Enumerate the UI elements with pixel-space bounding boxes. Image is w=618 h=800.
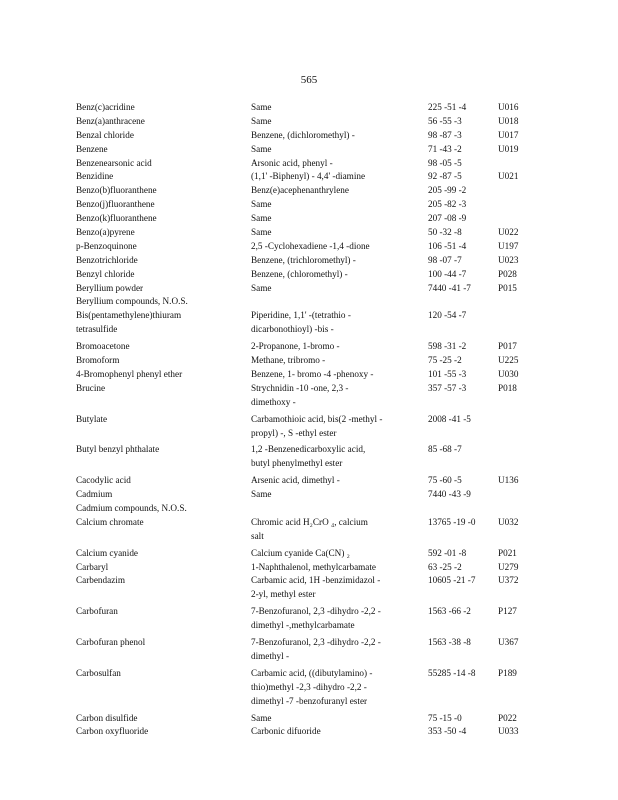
waste-code: U032 bbox=[498, 516, 519, 527]
table-row bbox=[76, 129, 546, 143]
waste-code: P017 bbox=[498, 341, 517, 352]
table-row bbox=[76, 226, 546, 240]
synonym: Arsonic acid, phenyl - bbox=[251, 157, 333, 168]
cas-number: 85 -68 -7 bbox=[428, 444, 462, 455]
chemical-name: Benz(a)anthracene bbox=[76, 115, 145, 126]
cas-number: 75 -15 -0 bbox=[428, 712, 462, 723]
page-number: 565 bbox=[300, 74, 318, 86]
table-row bbox=[76, 474, 546, 488]
waste-code: U023 bbox=[498, 254, 519, 265]
chemical-name: Benzyl chloride bbox=[76, 268, 135, 279]
cas-number: 55285 -14 -8 bbox=[428, 667, 476, 678]
waste-code: U033 bbox=[498, 726, 519, 737]
table-row bbox=[76, 382, 546, 413]
synonym: Same bbox=[251, 489, 272, 500]
chemical-name: Benzal chloride bbox=[76, 129, 134, 140]
table-row bbox=[76, 268, 546, 282]
synonym: Carbamothioic acid, bis(2 -methyl - propyl) -, S -ethyl ester bbox=[251, 413, 383, 438]
chemical-name: Benzene bbox=[76, 143, 108, 154]
cas-number: 56 -55 -3 bbox=[428, 115, 462, 126]
synonym: Benzene, (dichloromethyl) - bbox=[251, 129, 355, 140]
cas-number: 7440 -41 -7 bbox=[428, 282, 471, 293]
cas-number: 101 -55 -3 bbox=[428, 368, 467, 379]
chemical-name: Butyl benzyl phthalate bbox=[76, 444, 160, 455]
cas-number: 592 -01 -8 bbox=[428, 547, 467, 558]
cas-number: 357 -57 -3 bbox=[428, 382, 467, 393]
cas-number: 100 -44 -7 bbox=[428, 268, 467, 279]
synonym: Strychnidin -10 -one, 2,3 - dimethoxy - bbox=[251, 382, 349, 407]
synonym: Same bbox=[251, 115, 272, 126]
synonym: Same bbox=[251, 712, 272, 723]
table-row bbox=[76, 413, 546, 444]
chemical-name: Beryllium compounds, N.O.S. bbox=[76, 296, 188, 307]
table-row bbox=[76, 354, 546, 368]
cas-number: 120 -54 -7 bbox=[428, 310, 467, 321]
synonym: 2-Propanone, 1-bromo - bbox=[251, 341, 340, 352]
synonym: 2,5 -Cyclohexadiene -1,4 -dione bbox=[251, 240, 370, 251]
cas-number: 63 -25 -2 bbox=[428, 561, 462, 572]
synonym: Same bbox=[251, 143, 272, 154]
waste-code: U225 bbox=[498, 355, 519, 366]
cas-number: 205 -99 -2 bbox=[428, 185, 467, 196]
table-row bbox=[76, 157, 546, 171]
waste-code: P022 bbox=[498, 712, 517, 723]
waste-code: U367 bbox=[498, 637, 519, 648]
synonym: Carbamic acid, 1H -benzimidazol - 2-yl, methyl ester bbox=[251, 575, 381, 600]
table-row bbox=[76, 170, 546, 184]
waste-code: P028 bbox=[498, 268, 517, 279]
chemical-name: Benzotrichloride bbox=[76, 254, 138, 265]
waste-code: P021 bbox=[498, 547, 517, 558]
waste-code: U022 bbox=[498, 227, 519, 238]
cas-number: 71 -43 -2 bbox=[428, 143, 462, 154]
waste-code: U279 bbox=[498, 561, 519, 572]
chemical-name: Cadmium bbox=[76, 489, 113, 500]
cas-number: 353 -50 -4 bbox=[428, 726, 467, 737]
table-row bbox=[76, 282, 546, 296]
chemical-name: Carbon disulfide bbox=[76, 712, 138, 723]
cas-number: 98 -07 -7 bbox=[428, 254, 462, 265]
synonym: Calcium cyanide Ca(CN) ₂ bbox=[251, 547, 350, 558]
table-row bbox=[76, 115, 546, 129]
synonym: Same bbox=[251, 199, 272, 210]
chemical-name: Brucine bbox=[76, 382, 106, 393]
waste-code: U017 bbox=[498, 129, 519, 140]
cas-number: 1563 -66 -2 bbox=[428, 606, 471, 617]
synonym: Benzene, 1- bromo -4 -phenoxy - bbox=[251, 368, 374, 379]
waste-code: U018 bbox=[498, 115, 519, 126]
cas-number: 10605 -21 -7 bbox=[428, 575, 476, 586]
chemical-name: Butylate bbox=[76, 413, 108, 424]
cas-number: 92 -87 -5 bbox=[428, 171, 462, 182]
synonym: Methane, tribromo - bbox=[251, 355, 326, 366]
table-row bbox=[76, 101, 546, 115]
table-row bbox=[76, 309, 546, 340]
chemical-name: Benzenearsonic acid bbox=[76, 157, 152, 168]
cas-number: 2008 -41 -5 bbox=[428, 413, 471, 424]
table-row bbox=[76, 340, 546, 354]
cas-number: 598 -31 -2 bbox=[428, 341, 467, 352]
cas-number: 106 -51 -4 bbox=[428, 240, 467, 251]
synonym: Arsenic acid, dimethyl - bbox=[251, 475, 340, 486]
waste-code: U197 bbox=[498, 240, 519, 251]
synonym: Same bbox=[251, 213, 272, 224]
table-row bbox=[76, 198, 546, 212]
waste-code: U019 bbox=[498, 143, 519, 154]
table-row bbox=[76, 212, 546, 226]
chemical-name: Cacodylic acid bbox=[76, 475, 131, 486]
table-row bbox=[76, 561, 546, 575]
chemical-name: Benzo(j)fluoranthene bbox=[76, 199, 155, 210]
table-row bbox=[76, 443, 546, 474]
synonym: 1-Naphthalenol, methylcarbamate bbox=[251, 561, 377, 572]
synonym: (1,1' -Biphenyl) - 4,4' -diamine bbox=[251, 171, 366, 182]
chemical-name: Benzo(b)fluoranthene bbox=[76, 185, 157, 196]
synonym: 7-Benzofuranol, 2,3 -dihydro -2,2 - dimethyl -,methylcarbamate bbox=[251, 606, 381, 631]
waste-code: U030 bbox=[498, 368, 519, 379]
chemical-name: Calcium chromate bbox=[76, 516, 144, 527]
waste-code: P018 bbox=[498, 382, 517, 393]
chemical-name: Carbendazim bbox=[76, 575, 125, 586]
cas-number: 207 -08 -9 bbox=[428, 213, 467, 224]
cas-number: 98 -87 -3 bbox=[428, 129, 462, 140]
table-row bbox=[76, 636, 546, 667]
chemical-name: Cadmium compounds, N.O.S. bbox=[76, 503, 187, 513]
synonym: 1,2 -Benzenedicarboxylic acid, butyl phenylmethyl ester bbox=[251, 444, 366, 469]
table-row bbox=[76, 254, 546, 268]
waste-code: U136 bbox=[498, 475, 519, 486]
synonym: Same bbox=[251, 282, 272, 293]
synonym: Benz(e)acephenanthrylene bbox=[251, 185, 349, 196]
table-row bbox=[76, 502, 546, 516]
cas-number: 75 -60 -5 bbox=[428, 475, 462, 486]
synonym: Carbonic difuoride bbox=[251, 726, 321, 737]
chemical-name: Benz(c)acridine bbox=[76, 102, 135, 112]
waste-code: P127 bbox=[498, 606, 517, 617]
chemical-name: Carbon oxyfluoride bbox=[76, 726, 149, 737]
chemical-name: Calcium cyanide bbox=[76, 547, 138, 558]
chemical-name: Bromoform bbox=[76, 355, 120, 366]
chemical-name: Carbosulfan bbox=[76, 667, 121, 678]
chemical-name: Carbofuran phenol bbox=[76, 637, 146, 648]
synonym: Chromic acid H₂CrO ₄, calcium salt bbox=[251, 516, 368, 541]
table-row bbox=[76, 712, 546, 726]
synonym: Same bbox=[251, 102, 272, 112]
chemical-name: Carbofuran bbox=[76, 606, 118, 617]
chemical-name: Beryllium powder bbox=[76, 282, 144, 293]
cas-number: 205 -82 -3 bbox=[428, 199, 467, 210]
cas-number: 98 -05 -5 bbox=[428, 157, 462, 168]
synonym: Carbamic acid, ((dibutylamino) - thio)methyl -2,3 -dihydro -2,2 - dimethyl -7 -benzofuranyl ester bbox=[251, 667, 373, 706]
synonym: Benzene, (trichloromethyl) - bbox=[251, 254, 356, 265]
chemical-name: Bis(pentamethylene)thiuram tetrasulfide bbox=[76, 310, 182, 335]
chemical-name: Benzo(a)pyrene bbox=[76, 227, 135, 238]
cas-number: 50 -32 -8 bbox=[428, 227, 462, 238]
synonym: Same bbox=[251, 227, 272, 238]
chemical-name: Benzo(k)fluoranthene bbox=[76, 213, 157, 224]
table-row bbox=[76, 516, 546, 547]
table-row bbox=[76, 605, 546, 636]
waste-code: P015 bbox=[498, 282, 517, 293]
waste-code: U372 bbox=[498, 575, 519, 586]
cas-number: 225 -51 -4 bbox=[428, 102, 467, 112]
table-row bbox=[76, 240, 546, 254]
table-row bbox=[76, 488, 546, 502]
cas-number: 7440 -43 -9 bbox=[428, 489, 471, 500]
waste-code: P189 bbox=[498, 667, 517, 678]
table-row bbox=[76, 574, 546, 605]
cas-number: 1563 -38 -8 bbox=[428, 637, 471, 648]
waste-code: U016 bbox=[498, 102, 519, 112]
synonym: 7-Benzofuranol, 2,3 -dihydro -2,2 - dimethyl - bbox=[251, 637, 381, 661]
chemical-name: Benzidine bbox=[76, 171, 114, 182]
waste-code: U021 bbox=[498, 171, 519, 182]
chemical-table bbox=[76, 101, 546, 739]
table-row bbox=[76, 184, 546, 198]
table-row bbox=[76, 547, 546, 561]
table-row bbox=[76, 667, 546, 712]
chemical-name: p-Benzoquinone bbox=[76, 240, 137, 251]
table-row bbox=[76, 143, 546, 157]
chemical-name: 4-Bromophenyl phenyl ether bbox=[76, 368, 183, 379]
cas-number: 13765 -19 -0 bbox=[428, 516, 476, 527]
chemical-name: Carbaryl bbox=[76, 561, 109, 572]
table-row bbox=[76, 368, 546, 382]
chemical-name: Bromoacetone bbox=[76, 341, 130, 352]
synonym: Benzene, (chloromethyl) - bbox=[251, 268, 348, 279]
table-row bbox=[76, 295, 546, 309]
synonym: Piperidine, 1,1' -(tetrathio - dicarbonothioyl) -bis - bbox=[251, 310, 351, 335]
table-row bbox=[76, 725, 546, 739]
cas-number: 75 -25 -2 bbox=[428, 355, 462, 366]
